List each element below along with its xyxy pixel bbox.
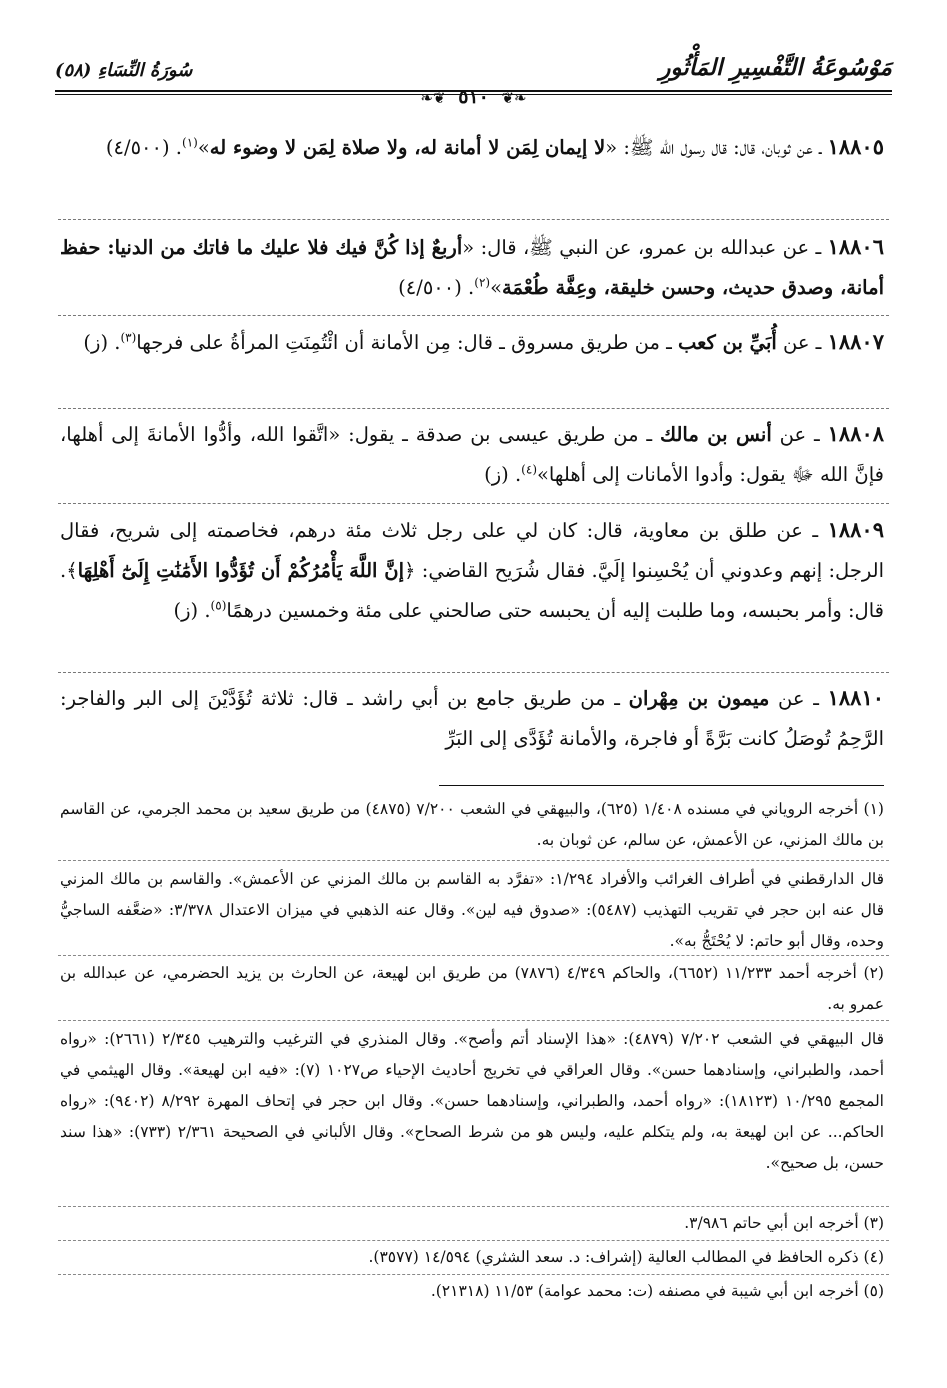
entry-number: ١٨٨٠٨ xyxy=(827,421,885,446)
footnote-5: (٥) أخرجه ابن أبي شيبة في مصنفه (ت: محمد عوامة) ١١/٥٣ (٢١٣١٨). xyxy=(430,1282,884,1300)
footnote-separator xyxy=(58,1206,889,1207)
book-title: مَوْسُوعَةُ التَّفْسِيرِ المَأْثُورِ xyxy=(659,54,892,81)
entry-bold: لا إيمان لِمَن لا أمانة له، ولا صلاة لِمَن لا وضوء له xyxy=(209,136,606,159)
footnote-ref[interactable]: (٥) xyxy=(210,598,227,613)
ornament-icon: ❦❧ xyxy=(420,89,446,107)
entry-text: ﴾. قال: وأمر بحبسه، وما طلبت إليه أن يحبسه حتى صالحني على مئة وخمسين درهمًا xyxy=(60,559,884,622)
entry-separator xyxy=(58,672,889,673)
footnote-separator xyxy=(58,860,889,861)
entry-number: ١٨٨١٠ xyxy=(827,685,885,710)
footnote-ref[interactable]: (١) xyxy=(182,135,198,150)
entry-18806 xyxy=(60,227,884,308)
quran-verse: إنَّ اللَّهَ يَأْمُرُكُمْ أَن تُؤَدُّوا الأَمَٰنَٰتِ إِلَىٰٓ أَهْلِهَا xyxy=(77,559,405,582)
entry-bold: أنس بن مالك xyxy=(660,423,772,446)
footnote-separator xyxy=(58,1240,889,1241)
surah-label xyxy=(55,60,192,81)
footnote-rule xyxy=(439,785,884,786)
entry-text: ـ من طريق جامع بن أبي راشد ـ قال: ثلاثة تُؤَدَّيْنَ إلى البر والفاجر: الرَّحِمُ تُوصَلُ كانت بَرَّةً أو فاجرة، والأمانة تُؤَدَّى إلى البَرِّ xyxy=(60,687,884,750)
entry-text: ـ عن طلق بن معاوية، قال: كان لي على رجل ثلاث مئة درهم، فخاصمته إلى شريح، فقال الرجل: إنهم وعدوني أن يُحْسِنوا إلَيَّ. فقال شُرَيح القاضي: ﴿ xyxy=(60,519,884,582)
entry-number: ١٨٨٠٦ xyxy=(827,234,884,259)
entry-text: ـ عن xyxy=(771,423,828,446)
page-number: ٥١٠ xyxy=(458,86,489,108)
entry-18810 xyxy=(60,678,884,759)
entry-text: » xyxy=(197,136,210,159)
ornament-icon: ❧❦ xyxy=(501,89,527,107)
footnote-2-note: قال البيهقي في الشعب ٧/٢٠٢ (٤٨٧٩): «هذا الإسناد أتم وأصح». وقال المنذري في الترغيب والترهيب ٢/٣٤٥ (٢٦٦١): «رواه أحمد، والطبراني، وإسنادهما حسن». وقال العراقي في تخريج أحاديث الإحياء ص١٠٢٧ (٧): «فيه ابن لهيعة». وقال الهيثمي في المجمع ١٠/٢٩٥ (١٨١٢٣): «رواه أحمد، والطبراني، وإسنادهما حسن». وقال ابن حجر في إتحاف المهرة ٨/٢٩٢ (٩٤٠٢): «رواه الحاكم... عن ابن لهيعة به، ولم يتكلم عليه، وليس هو من شرط الصحاح». وقال الألباني في الصحيحة ٢/٣٦١ (٧٣٣): «هذا سند حسن، بل صحيح». xyxy=(60,1030,884,1172)
footnote-1: (١) أخرجه الروياني في مسنده ١/٤٠٨ (٦٢٥)، والبيهقي في الشعب ٧/٢٠٠ (٤٨٧٥) من طريق سعيد بن محمد الجرمي، عن القاسم بن مالك المزني، عن الأعمش، عن سالم، عن ثوبان به. xyxy=(60,800,884,849)
entry-text: » xyxy=(490,276,503,299)
entry-bold: ميمون بن مِهْران xyxy=(628,687,770,710)
entry-18807 xyxy=(60,322,884,363)
entry-18808 xyxy=(60,414,884,495)
entry-text: ـ عن عبدالله بن عمرو، عن النبي ﷺ، قال: « xyxy=(462,236,828,259)
footnote-4: (٤) ذكره الحافظ في المطالب العالية (إشراف: د. سعد الشثري) ١٤/٥٩٤ (٣٥٧٧). xyxy=(368,1248,884,1266)
entry-number: ١٨٨٠٧ xyxy=(827,329,884,354)
entry-separator xyxy=(58,315,889,316)
entry-ref: . (٤/٥٠٠) xyxy=(105,136,183,159)
entry-separator xyxy=(58,408,889,409)
footnote-separator xyxy=(58,1020,889,1021)
entry-ref: . (ز) xyxy=(173,599,211,622)
footnote-2: (٢) أخرجه أحمد ١١/٢٣٣ (٦٦٥٢)، والحاكم ٤/٣٤٩ (٧٨٧٦) من طريق ابن لهيعة، عن الحارث بن يزيد الحضرمي، عن عبدالله بن عمرو به. xyxy=(60,964,884,1013)
footnote-separator xyxy=(58,1274,889,1275)
footnote-ref[interactable]: (٢) xyxy=(474,275,491,290)
footnote-1-note: قال الدارقطني في أطراف الغرائب والأفراد ١/٢٩٤: «تفرَّد به القاسم بن مالك المزني عن الأعمش». والقاسم بن مالك المزني قال عنه ابن حجر في تقريب التهذيب (٥٤٨٧): «صدوق فيه لين». وقال عنه الذهبي في ميزان الاعتدال ٣/٣٧٨: «ضعَّفه الساجيُّ وحده، وقال أبو حاتم: لا يُحْتَجُّ به». xyxy=(60,870,885,950)
entry-text: ـ من طريق عيسى بن صدقة ـ يقول: «اتَّقوا الله، وأدُّوا الأمانةَ إلى أهلها، فإنَّ الله ﷻ يقول: وأدوا الأمانات إلى أهلها» xyxy=(60,423,884,486)
entry-number: ١٨٨٠٩ xyxy=(827,517,884,542)
entry-ref: . (٤/٥٠٠) xyxy=(398,276,475,299)
entry-separator xyxy=(58,219,889,220)
entry-18805 xyxy=(60,127,884,168)
page-number-line xyxy=(0,86,947,108)
entry-bold: أربعٌ إذا كُنَّ فيك فلا عليك ما فاتك من الدنيا: حفظ أمانة، وصدق حديث، وحسن خليقة، وعِفَّة طُعْمَة xyxy=(60,236,884,299)
footnote-ref[interactable]: (٤) xyxy=(521,462,537,477)
surah-name: سُورَةُ النِّسَاءِ xyxy=(97,60,193,81)
entry-text: ـ عن xyxy=(769,687,828,710)
entry-ref: . (ز) xyxy=(83,331,121,354)
entry-18809 xyxy=(60,510,884,631)
entry-text: ـ عن ثوبان، قال: قال رسول الله ﷺ: « xyxy=(605,136,828,159)
entry-text: ـ عن xyxy=(776,331,828,354)
surah-number: (٥٨) xyxy=(55,60,92,81)
footnote-separator xyxy=(58,955,889,956)
entry-separator xyxy=(58,503,889,504)
footnote-ref[interactable]: (٣) xyxy=(120,330,137,345)
entry-text: ـ من طريق مسروق ـ قال: مِن الأمانة أن ائْتُمِنَتِ المرأةُ على فرجها xyxy=(136,331,678,354)
footnote-3: (٣) أخرجه ابن أبي حاتم ٣/٩٨٦. xyxy=(684,1214,884,1232)
entry-ref: . (ز) xyxy=(484,463,522,486)
entry-bold: أُبَيِّ بن كعب xyxy=(678,331,777,354)
entry-number: ١٨٨٠٥ xyxy=(827,134,884,159)
